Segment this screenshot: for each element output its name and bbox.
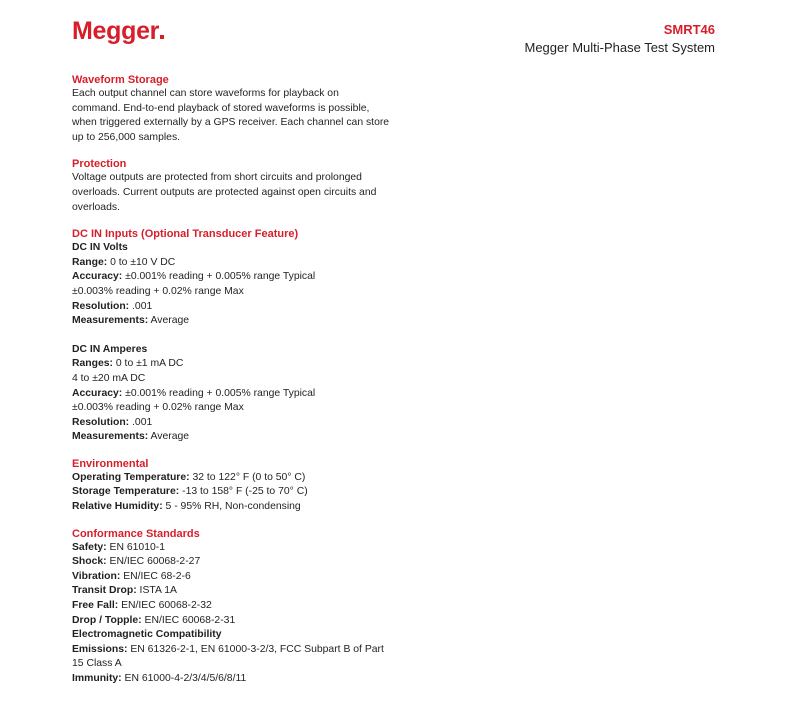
section-protection: [72, 157, 392, 215]
section-title: DC IN Inputs (Optional Transducer Feature): [72, 228, 299, 241]
spec-value: Average: [148, 431, 190, 443]
spec-line: [72, 599, 392, 614]
spec-line: [72, 471, 392, 486]
spec-label: Range:: [72, 256, 108, 268]
section-dc-in-inputs: [72, 227, 392, 445]
spec-line: [72, 541, 392, 556]
spec-content: [72, 73, 392, 687]
spec-value: 32 to 122° F (0 to 50° C): [189, 471, 306, 483]
spec-line: [72, 614, 392, 629]
spec-line: [72, 387, 392, 402]
spec-value: EN 61000-4-2/3/4/5/6/8/11: [121, 673, 247, 684]
section-title: Protection: [72, 158, 127, 171]
spec-label: Accuracy:: [72, 271, 123, 283]
spec-label: Transit Drop:: [72, 585, 137, 597]
spec-label: Measurements:: [72, 431, 149, 443]
spec-line: [72, 270, 392, 285]
spec-label: Operating Temperature:: [72, 471, 190, 483]
spec-label: Resolution:: [72, 416, 130, 428]
spec-line: [72, 672, 392, 687]
section-title: Environmental: [72, 457, 149, 470]
section-waveform-storage: [72, 73, 392, 145]
section-environmental: [72, 457, 392, 515]
spec-line: [72, 485, 392, 500]
spec-line: [72, 357, 392, 372]
spec-label: Vibration:: [72, 570, 121, 582]
spec-line: [72, 256, 392, 271]
spec-value: .001: [129, 416, 153, 428]
spec-value: EN/IEC 60068-2-32: [118, 600, 212, 612]
paragraph-line: Voltage outputs are protected from short circuits and prolonged: [72, 172, 362, 184]
paragraph-line: up to 256,000 samples.: [72, 131, 181, 143]
paragraph-line: overloads.: [72, 201, 120, 213]
spec-line: ±0.003% reading + 0.02% range Max: [72, 402, 244, 414]
spec-value: ISTA 1A: [136, 585, 177, 597]
product-name: Megger Multi-Phase Test System: [524, 40, 715, 55]
spec-label: Free Fall:: [72, 600, 119, 612]
spec-line: [72, 643, 392, 658]
subsection-title: Electromagnetic Compatibility: [72, 629, 222, 641]
document-header: [525, 22, 716, 56]
spec-value: .001: [129, 300, 153, 312]
megger-logo: [72, 17, 164, 45]
logo-text: Megger: [72, 17, 160, 45]
spec-line: [72, 555, 392, 570]
paragraph-line: when triggered externally by a GPS receiver. Each channel can store: [72, 117, 390, 129]
section-conformance-standards: [72, 527, 392, 687]
spec-value: EN/IEC 60068-2-27: [106, 556, 201, 568]
spec-line: ±0.003% reading + 0.02% range Max: [72, 285, 244, 297]
spec-label: Storage Temperature:: [72, 486, 180, 498]
spec-line: 15 Class A: [72, 658, 122, 670]
spec-line: [72, 416, 392, 431]
spec-line: [72, 314, 392, 329]
spec-value: EN/IEC 68-2-6: [120, 570, 191, 582]
subsection-title: DC IN Volts: [72, 242, 128, 254]
subsection-title: DC IN Amperes: [72, 343, 148, 355]
model-name: SMRT46: [663, 22, 715, 37]
spec-line: [72, 300, 392, 315]
spec-label: Resolution:: [72, 300, 130, 312]
spec-value: 0 to ±10 V DC: [107, 256, 176, 268]
paragraph-line: command. End-to-end playback of stored waveforms is possible,: [72, 102, 370, 114]
spec-value: -13 to 158° F (-25 to 70° C): [179, 486, 308, 498]
paragraph-line: Each output channel can store waveforms for playback on: [72, 88, 339, 99]
spec-label: Safety:: [72, 541, 107, 553]
spec-value: ±0.001% reading + 0.005% range Typical: [122, 271, 316, 283]
spec-value: EN 61010-1: [106, 541, 165, 553]
spec-value: EN 61326-2-1, EN 61000-3-2/3, FCC Subpart B of Part: [127, 643, 384, 655]
spec-line: [72, 500, 392, 515]
spec-label: Drop / Topple:: [72, 614, 142, 626]
spec-label: Relative Humidity:: [72, 501, 163, 513]
paragraph-line: overloads. Current outputs are protected against open circuits and: [72, 186, 377, 198]
spec-value: 0 to ±1 mA DC: [113, 358, 184, 370]
spec-line: [72, 430, 392, 445]
spec-line: 4 to ±20 mA DC: [72, 372, 146, 384]
spec-label: Measurements:: [72, 315, 149, 327]
spec-value: Average: [148, 315, 190, 327]
spec-value: ±0.001% reading + 0.005% range Typical: [122, 387, 316, 399]
spec-label: Ranges:: [72, 358, 113, 370]
spec-label: Shock:: [72, 556, 107, 568]
spec-label: Emissions:: [72, 643, 128, 655]
spec-line: [72, 570, 392, 585]
logo-dot: [160, 35, 164, 39]
section-title: Waveform Storage: [72, 74, 169, 86]
spec-label: Immunity:: [72, 673, 122, 684]
section-title: Conformance Standards: [72, 527, 200, 540]
spec-value: 5 - 95% RH, Non-condensing: [162, 501, 301, 513]
spec-line: [72, 584, 392, 599]
spec-label: Accuracy:: [72, 387, 123, 399]
spec-value: EN/IEC 60068-2-31: [141, 614, 236, 626]
